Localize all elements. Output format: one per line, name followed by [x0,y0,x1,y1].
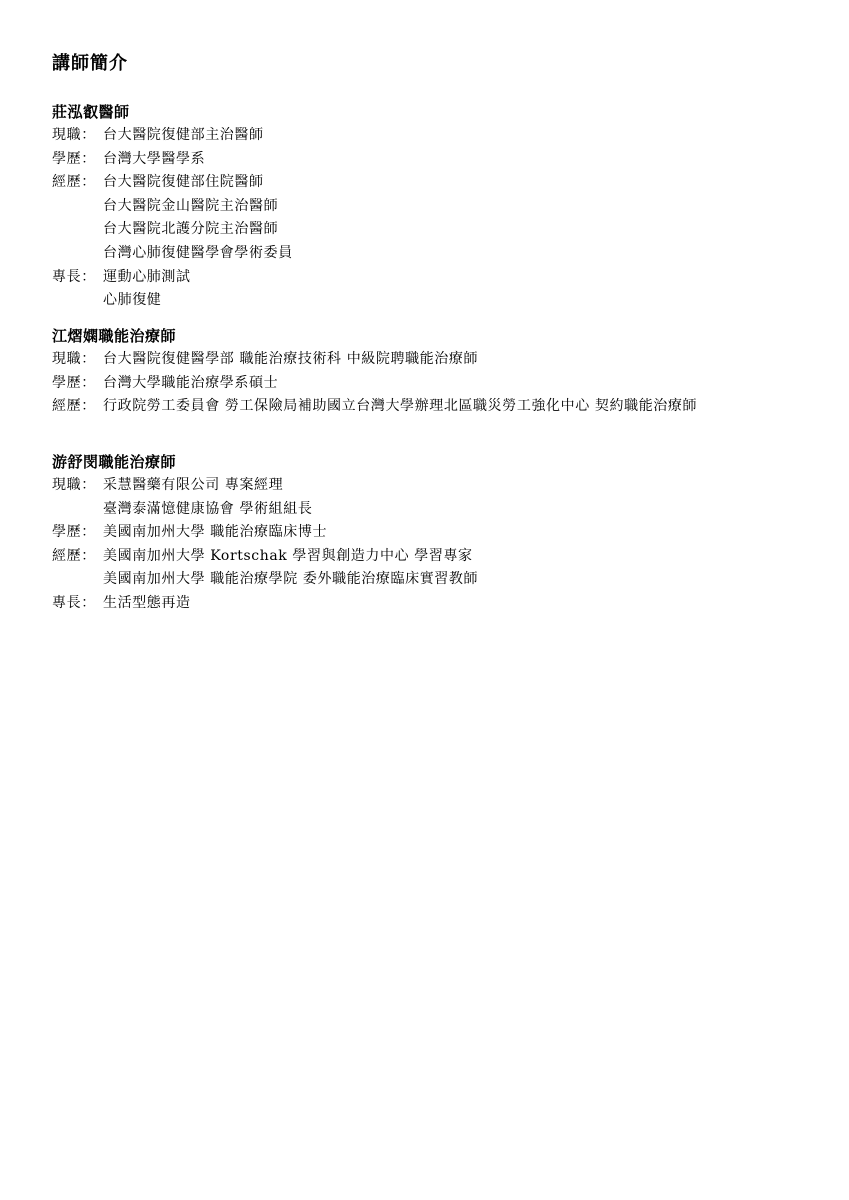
field-label: 現職： [52,351,96,367]
field-row [52,266,832,290]
field-value: 台大醫院復健部主治醫師 [103,127,264,143]
field-label: 經歷： [52,547,96,564]
field-value: 美國南加州大學 Kortschak 學習與創造力中心 學習專家 [103,547,473,564]
lecturer-name: 游舒閔職能治療師 [52,453,177,471]
field-row-continuation [52,242,832,266]
field-label: 現職： [52,127,96,143]
field-label: 專長： [52,594,96,611]
field-value: 采慧醫藥有限公司 專案經理 [103,477,284,493]
field-label: 學歷： [52,374,96,391]
field-value: 台大醫院金山醫院主治醫師 [103,197,279,214]
field-value: 台大醫院復健醫學部 職能治療技術科 中級院聘職能治療師 [103,351,479,367]
field-row-continuation [52,568,832,592]
field-label: 學歷： [52,150,96,167]
field-value: 心肺復健 [103,292,162,309]
field-row-continuation [52,195,832,219]
field-value: 台大醫院北護分院主治醫師 [103,221,279,238]
field-row [52,348,832,372]
field-value: 美國南加州大學 職能治療臨床博士 [103,524,328,541]
field-row-continuation [52,218,832,242]
field-value: 台灣心肺復健醫學會學術委員 [103,244,293,261]
field-label: 現職： [52,477,96,493]
field-label: 專長： [52,268,96,285]
field-row [52,474,832,498]
field-row-continuation [52,498,832,522]
field-label: 經歷： [52,174,96,191]
field-row [52,372,832,396]
field-row [52,521,832,545]
field-value: 美國南加州大學 職能治療學院 委外職能治療臨床實習教師 [103,571,479,588]
field-row-continuation [52,289,832,313]
field-value: 台灣大學職能治療學系碩士 [103,374,279,391]
field-row [52,148,832,172]
lecturer-name: 莊泓叡醫師 [52,103,130,121]
lecturer-name: 江熠嫻職能治療師 [52,327,177,345]
field-label: 學歷： [52,524,96,541]
field-value: 台大醫院復健部住院醫師 [103,174,264,191]
field-row [52,592,832,616]
lecturer-section [52,324,832,419]
field-row [52,395,832,419]
field-value: 行政院勞工委員會 勞工保險局補助國立台灣大學辦理北區職災勞工強化中心 契約職能治療師 [103,398,698,415]
field-value: 運動心肺測試 [103,268,191,285]
field-value: 臺灣泰滿憶健康協會 學術組組長 [103,500,313,517]
field-row [52,545,832,569]
field-label: 經歷： [52,398,96,415]
field-row [52,124,832,148]
field-row [52,171,832,195]
field-value: 生活型態再造 [103,594,191,611]
lecturer-section [52,450,832,616]
field-value: 台灣大學醫學系 [103,150,206,167]
lecturer-section [52,100,832,313]
page-title: 講師簡介 [52,53,128,74]
